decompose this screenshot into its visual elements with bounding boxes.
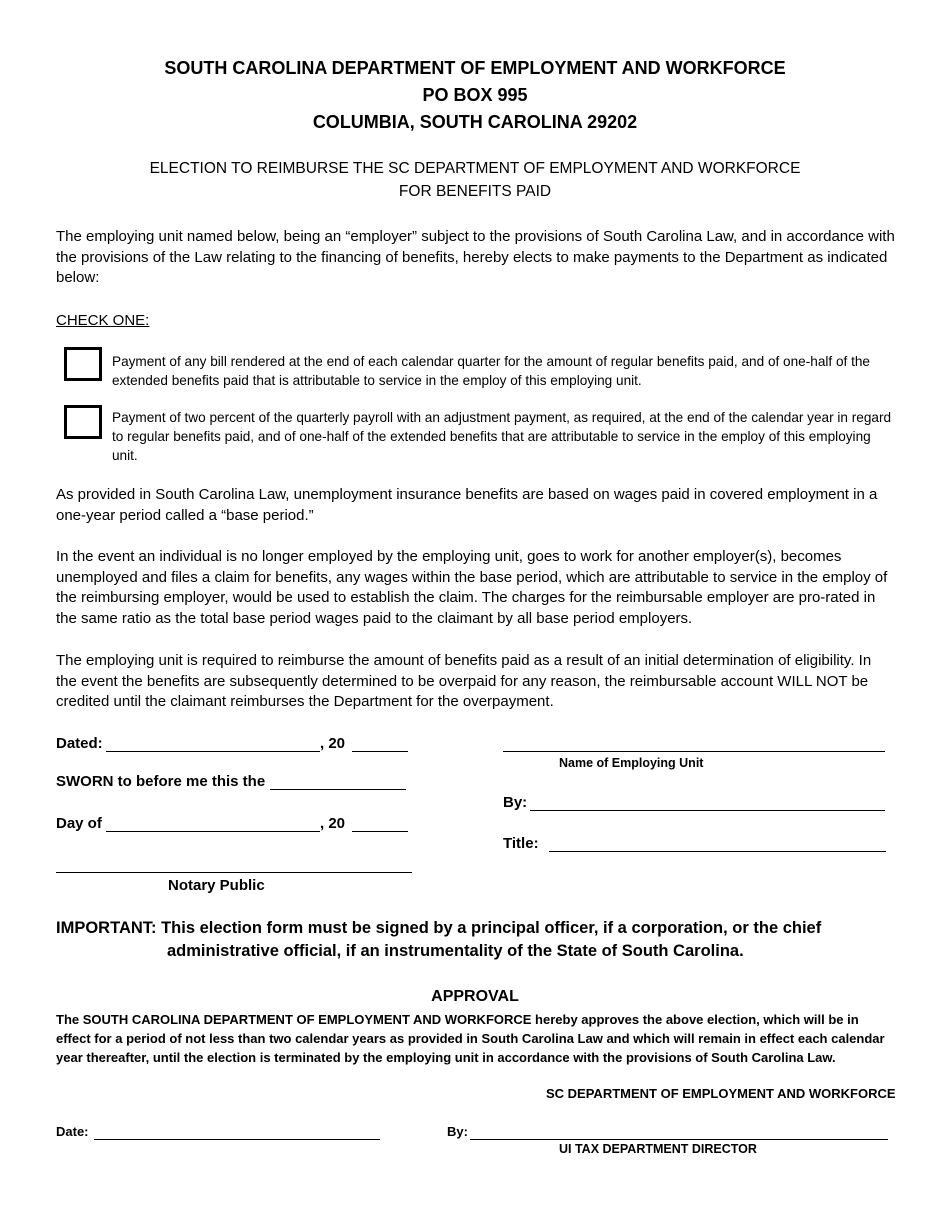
check-one-label: CHECK ONE: [56, 312, 150, 329]
dated-year-field[interactable] [352, 751, 408, 752]
important-notice-line1: IMPORTANT: This election form must be signed by a principal officer, if a corporation, or the chief [56, 919, 822, 937]
notary-signature-field[interactable] [56, 872, 412, 873]
notary-public-label: Notary Public [168, 877, 265, 894]
day-of-label: Day of [56, 815, 102, 832]
approval-date-label: Date: [56, 1124, 89, 1139]
dated-field[interactable] [106, 751, 320, 752]
base-period-paragraph: As provided in South Carolina Law, unemployment insurance benefits are based on wages paid in covered employment in a one-year period called a “base period.” [56, 486, 878, 524]
approval-by-label: By: [447, 1124, 468, 1139]
day-of-month-field[interactable] [106, 831, 320, 832]
day-of-year-field[interactable] [352, 831, 408, 832]
option-two-percent-checkbox[interactable] [64, 405, 102, 439]
form-title-line2: FOR BENEFITS PAID [398, 183, 552, 200]
approving-department: SC DEPARTMENT OF EMPLOYMENT AND WORKFORCE [546, 1086, 896, 1101]
form-title-line1: ELECTION TO REIMBURSE THE SC DEPARTMENT OF EMPLOYMENT AND WORKFORCE [149, 160, 801, 177]
approval-date-field[interactable] [94, 1139, 380, 1140]
sworn-label: SWORN to before me this the [56, 773, 266, 790]
title-field[interactable] [549, 851, 886, 852]
approval-text: The SOUTH CAROLINA DEPARTMENT OF EMPLOYMENT AND WORKFORCE hereby approves the above election, which will be in effect for a period of not less than two calendar years as provided in South Carolina Law and which will remain in effect each calendar year thereafter, until the election is terminated by the employing unit in accordance with the provisions of South Carolina Law. [56, 1012, 885, 1065]
title-label: Title: [503, 835, 539, 852]
important-notice-line2: administrative official, if an instrumentality of the State of South Carolina. [167, 942, 744, 960]
agency-name: SOUTH CAROLINA DEPARTMENT OF EMPLOYMENT AND WORKFORCE [164, 58, 786, 78]
agency-po-box: PO BOX 995 [422, 85, 528, 105]
day-of-year-prefix: , 20 [320, 815, 346, 832]
claim-charges-paragraph: In the event an individual is no longer employed by the employing unit, goes to work for another employer(s), becomes unemployed and files a claim for benefits, any wages within the base period, which are attributable to service in the employ of the reimbursing employer, would be used to establish the claim. The charges for the reimbursable employer are pro-rated in the same ratio as the total base period wages paid to the claimant by all base period employers. [56, 548, 888, 627]
approval-heading: APPROVAL [431, 988, 519, 1005]
employing-unit-field[interactable] [503, 751, 885, 752]
agency-city: COLUMBIA, SOUTH CAROLINA 29202 [312, 112, 638, 132]
dated-year-prefix: , 20 [320, 735, 346, 752]
sworn-day-field[interactable] [270, 789, 406, 790]
approval-by-field[interactable] [470, 1139, 888, 1140]
option-quarterly-bill-text: Payment of any bill rendered at the end of each calendar quarter for the amount of regular benefits paid, and of one-half of the extended benefits paid that is attributable to service in the employ of this employing unit. [112, 354, 870, 388]
reimbursement-paragraph: The employing unit is required to reimburse the amount of benefits paid as a result of an initial determination of eligibility. In the event the benefits are subsequently determined to be overpaid for any reason, the reimbursable account WILL NOT be credited until the claimant reimburses the Department for the overpayment. [56, 652, 872, 710]
by-label: By: [503, 794, 528, 811]
director-title-label: UI TAX DEPARTMENT DIRECTOR [559, 1142, 757, 1156]
option-two-percent-text: Payment of two percent of the quarterly payroll with an adjustment payment, as required, at the end of the calendar year in regard to regular benefits paid, and of one-half of the extended benefits that are attributable to service in the employ of this employing unit. [112, 410, 892, 463]
option-quarterly-bill-checkbox[interactable] [64, 347, 102, 381]
by-signature-field[interactable] [530, 810, 885, 811]
dated-label: Dated: [56, 735, 103, 752]
intro-paragraph: The employing unit named below, being an “employer” subject to the provisions of South Carolina Law, and in accordance with the provisions of the Law relating to the financing of benefits, hereby elects to make payments to the Department as indicated below: [56, 228, 895, 286]
employing-unit-label: Name of Employing Unit [559, 756, 704, 770]
